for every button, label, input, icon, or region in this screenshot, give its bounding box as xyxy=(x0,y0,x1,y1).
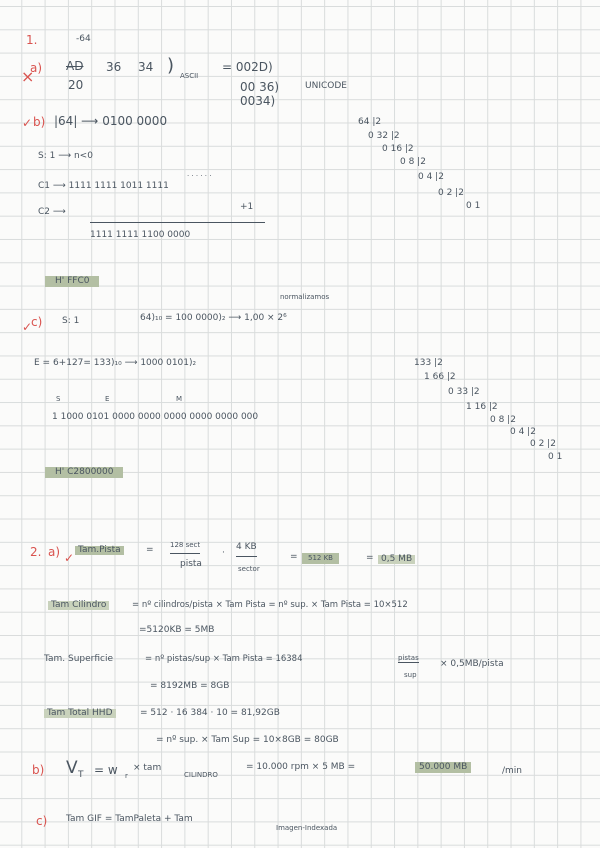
div133-row-3: 1 16 |2 xyxy=(466,402,498,412)
superficie-result: = 8192MB = 8GB xyxy=(150,681,230,691)
vt-unit: /min xyxy=(502,766,523,776)
exponent-line: E = 6+127= 133)₁₀ ⟶ 1000 0101)₂ xyxy=(34,358,197,368)
part-2c-label: c) xyxy=(36,814,48,828)
vt-result: 50.000 MB xyxy=(415,762,471,773)
vt-w-sub: r xyxy=(125,772,128,780)
tam-cilindro-label: Tam Cilindro xyxy=(48,601,109,610)
gif-sub: Imagen-Indexada xyxy=(276,824,338,832)
pista-den1: pista xyxy=(180,559,202,569)
hex-36: 36 xyxy=(106,60,122,74)
tam-pista-label: Tam.Pista xyxy=(75,546,124,555)
vt-tam-sub: CILINDRO xyxy=(184,771,218,779)
cilindro-expr: = nº cilindros/pista × Tam Pista = nº sup. × Tam Pista = 10×512 xyxy=(132,600,408,610)
superficie-frac-num: pistas xyxy=(398,654,419,662)
superficie-frac-den: sup xyxy=(404,671,417,679)
check-c: ✓ xyxy=(22,320,33,334)
pista-num2: 4 KB xyxy=(236,543,257,557)
part-2a-label: a) xyxy=(48,545,61,559)
superficie-expr: = nº pistas/sup × Tam Pista = 16384 xyxy=(145,654,303,664)
pista-05mb: 0,5 MB xyxy=(378,555,415,564)
header-e: E xyxy=(105,395,110,403)
vt-symbol: V xyxy=(66,758,78,778)
part-c-label: c) xyxy=(31,315,43,329)
pista-eq2: = xyxy=(290,552,298,562)
div133-row-7: 0 1 xyxy=(548,452,563,462)
unicode-0036: 00 36) xyxy=(240,80,280,94)
problem-2-number: 2. xyxy=(30,545,42,559)
div64-row-1: 0 32 |2 xyxy=(368,131,400,141)
div133-row-6: 0 2 |2 xyxy=(530,439,556,449)
div133-row-4: 0 8 |2 xyxy=(490,415,516,425)
part-b-label: b) xyxy=(33,115,46,129)
tam-superficie-label: Tam. Superficie xyxy=(44,654,114,664)
gif-expr: Tam GIF = TamPaleta + Tam xyxy=(66,814,193,824)
pista-512kb: 512 KB xyxy=(302,553,339,564)
normalize-note: normalizamos xyxy=(280,293,330,301)
total-result: = nº sup. × Tam Sup = 10×8GB = 80GB xyxy=(156,735,339,745)
abs-64-binary: |64| ⟶ 0100 0000 xyxy=(54,114,168,128)
problem-1-number: 1. xyxy=(26,33,38,47)
total-expr: = 512 · 16 384 · 10 = 81,92GB xyxy=(140,708,280,718)
vt-calc: = 10.000 rpm × 5 MB = xyxy=(246,762,356,772)
c1-dots: · · · · · · xyxy=(187,172,212,180)
div64-row-5: 0 2 |2 xyxy=(438,188,464,198)
c2-line: C2 ⟶ xyxy=(38,207,66,217)
div133-row-5: 0 4 |2 xyxy=(510,427,536,437)
header-m: M xyxy=(176,395,183,403)
vt-subscript: T xyxy=(78,770,84,780)
sign-c: S: 1 xyxy=(62,316,80,326)
answer-hc2800000: H' C2800000 xyxy=(45,467,123,478)
hex-34: 34 xyxy=(138,60,154,74)
ieee-bits: 1 1000 0101 0000 0000 0000 0000 0000 000 xyxy=(52,412,259,422)
div64-row-0: 64 |2 xyxy=(358,117,382,127)
tam-total-label: Tam Total HHD xyxy=(44,709,116,718)
pista-num1: 128 sect xyxy=(170,542,200,554)
hex-20: 20 xyxy=(68,78,84,92)
div133-row-2: 0 33 |2 xyxy=(448,387,480,397)
pista-eq: = xyxy=(146,545,154,555)
ascii-sub: ASCII xyxy=(180,72,199,80)
unicode-0034: 0034) xyxy=(240,94,276,108)
div64-row-4: 0 4 |2 xyxy=(418,172,444,182)
pista-dot: · xyxy=(222,548,225,558)
part-a-label: a) xyxy=(30,61,43,75)
unicode-002d: = 002D) xyxy=(222,60,273,74)
header-s: S xyxy=(56,395,61,403)
pista-eq3: = xyxy=(366,553,374,563)
sign-line: S: 1 ⟶ n<0 xyxy=(38,151,93,161)
div64-row-2: 0 16 |2 xyxy=(382,144,414,154)
pista-den2: sector xyxy=(238,565,260,573)
div64-row-3: 0 8 |2 xyxy=(400,157,426,167)
superficie-expr2: × 0,5MB/pista xyxy=(440,659,504,669)
answer-hffc0: H' FFC0 xyxy=(45,276,99,287)
cross-mark: × xyxy=(21,67,35,86)
vt-w: = w xyxy=(94,763,118,777)
c2-result: 1111 1111 1100 0000 xyxy=(90,230,191,240)
part-2b-label: b) xyxy=(32,763,45,777)
check-b: ✓ xyxy=(22,116,33,130)
div133-row-1: 1 66 |2 xyxy=(424,372,456,382)
div64-row-6: 0 1 xyxy=(466,201,481,211)
vt-tam: × tam xyxy=(133,763,162,773)
c1-line: C1 ⟶ 1111 1111 1011 1111 xyxy=(38,181,169,191)
paren: ) xyxy=(167,55,175,76)
minus-64-note: -64 xyxy=(76,34,91,44)
conv-64: 64)₁₀ = 100 0000)₂ ⟶ 1,00 × 2⁶ xyxy=(140,313,287,323)
check-2a: ✓ xyxy=(64,551,75,565)
unicode-label: UNICODE xyxy=(305,81,347,91)
plus-one: +1 xyxy=(240,202,254,212)
hex-ad: AD xyxy=(66,59,84,73)
sum-line xyxy=(90,222,265,223)
div133-row-0: 133 |2 xyxy=(414,358,443,368)
cilindro-result: =5120KB = 5MB xyxy=(139,625,215,635)
